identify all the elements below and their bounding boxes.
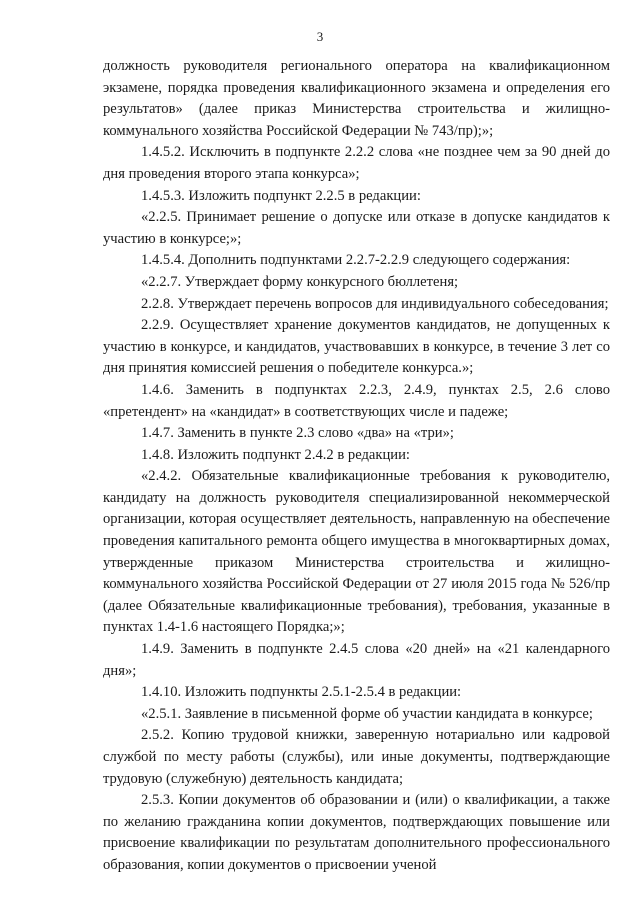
paragraph-1-4-5-2: 1.4.5.2. Исключить в подпункте 2.2.2 слова «не позднее чем за 90 дней до дня проведения второго этапа конкурса»; bbox=[103, 144, 610, 182]
paragraph-1-4-8: 1.4.8. Изложить подпункт 2.4.2 в редакции: bbox=[141, 446, 410, 463]
paragraph-1-4-5-4: 1.4.5.4. Дополнить подпунктами 2.2.7-2.2.9 следующего содержания: bbox=[141, 252, 571, 269]
document-body bbox=[103, 56, 610, 877]
paragraph-1-4-7: 1.4.7. Заменить в пункте 2.3 слово «два» на «три»; bbox=[141, 425, 454, 442]
paragraph-continuation: должность руководителя регионального оператора на квалификационном экзамене, порядка проведения квалификационного экзамена и определения его результатов» (далее приказ Министерства строительства и жилищно-коммунального хозяйства Российской Федерации № 743/пр);»; bbox=[103, 58, 610, 139]
paragraph-2-5-1: «2.5.1. Заявление в письменной форме об участии кандидата в конкурсе; bbox=[141, 705, 593, 722]
paragraph-2-2-8: 2.2.8. Утверждает перечень вопросов для индивидуального собеседования; bbox=[141, 295, 609, 312]
paragraph-2-2-5: «2.2.5. Принимает решение о допуске или отказе в допуске кандидатов к участию в конкурсе;»; bbox=[103, 209, 610, 247]
paragraph-1-4-10: 1.4.10. Изложить подпункты 2.5.1-2.5.4 в редакции: bbox=[141, 684, 462, 701]
paragraph-1-4-9: 1.4.9. Заменить в подпункте 2.4.5 слова «20 дней» на «21 календарного дня»; bbox=[103, 641, 610, 679]
paragraph-2-2-9: 2.2.9. Осуществляет хранение документов кандидатов, не допущенных к участию в конкурсе, и кандидатов, участвовавших в конкурсе, в течение 3 лет со дня принятия комиссией решения о победителе конкурса.»; bbox=[103, 317, 610, 377]
page-number: 3 bbox=[316, 29, 324, 44]
paragraph-2-5-2: 2.5.2. Копию трудовой книжки, заверенную нотариально или кадровой службой по месту работы (службы), или иные документы, подтверждающие трудовую (служебную) деятельность кандидата; bbox=[103, 727, 610, 787]
paragraph-2-4-2: «2.4.2. Обязательные квалификационные требования к руководителю, кандидату на должность руководителя специализированной некоммерческой организации, которая осуществляет деятельность, направленную на обеспечение проведения капитального ремонта общего имущества в многоквартирных домах, утвержденные приказом Министерства строительства и жилищно-коммунального хозяйства Российской Федерации от 27 июля 2015 года № 526/пр (далее Обязательные квалификационные требования), требования, указанные в пунктах 1.4-1.6 настоящего Порядка;»; bbox=[103, 468, 610, 636]
paragraph-1-4-6: 1.4.6. Заменить в подпунктах 2.2.3, 2.4.9, пунктах 2.5, 2.6 слово «претендент» на «кандидат» в соответствующих числе и падеже; bbox=[103, 381, 610, 420]
paragraph-1-4-5-3: 1.4.5.3. Изложить подпункт 2.2.5 в редакции: bbox=[141, 187, 421, 204]
paragraph-2-5-3: 2.5.3. Копии документов об образовании и (или) о квалификации, а также по желанию гражданина копии документов, подтверждающих повышение или присвоение квалификации по результатам дополнительного профессионального образования, копии документов о присвоении ученой bbox=[103, 792, 610, 873]
paragraph-2-2-7: «2.2.7. Утверждает форму конкурсного бюллетеня; bbox=[141, 273, 459, 290]
